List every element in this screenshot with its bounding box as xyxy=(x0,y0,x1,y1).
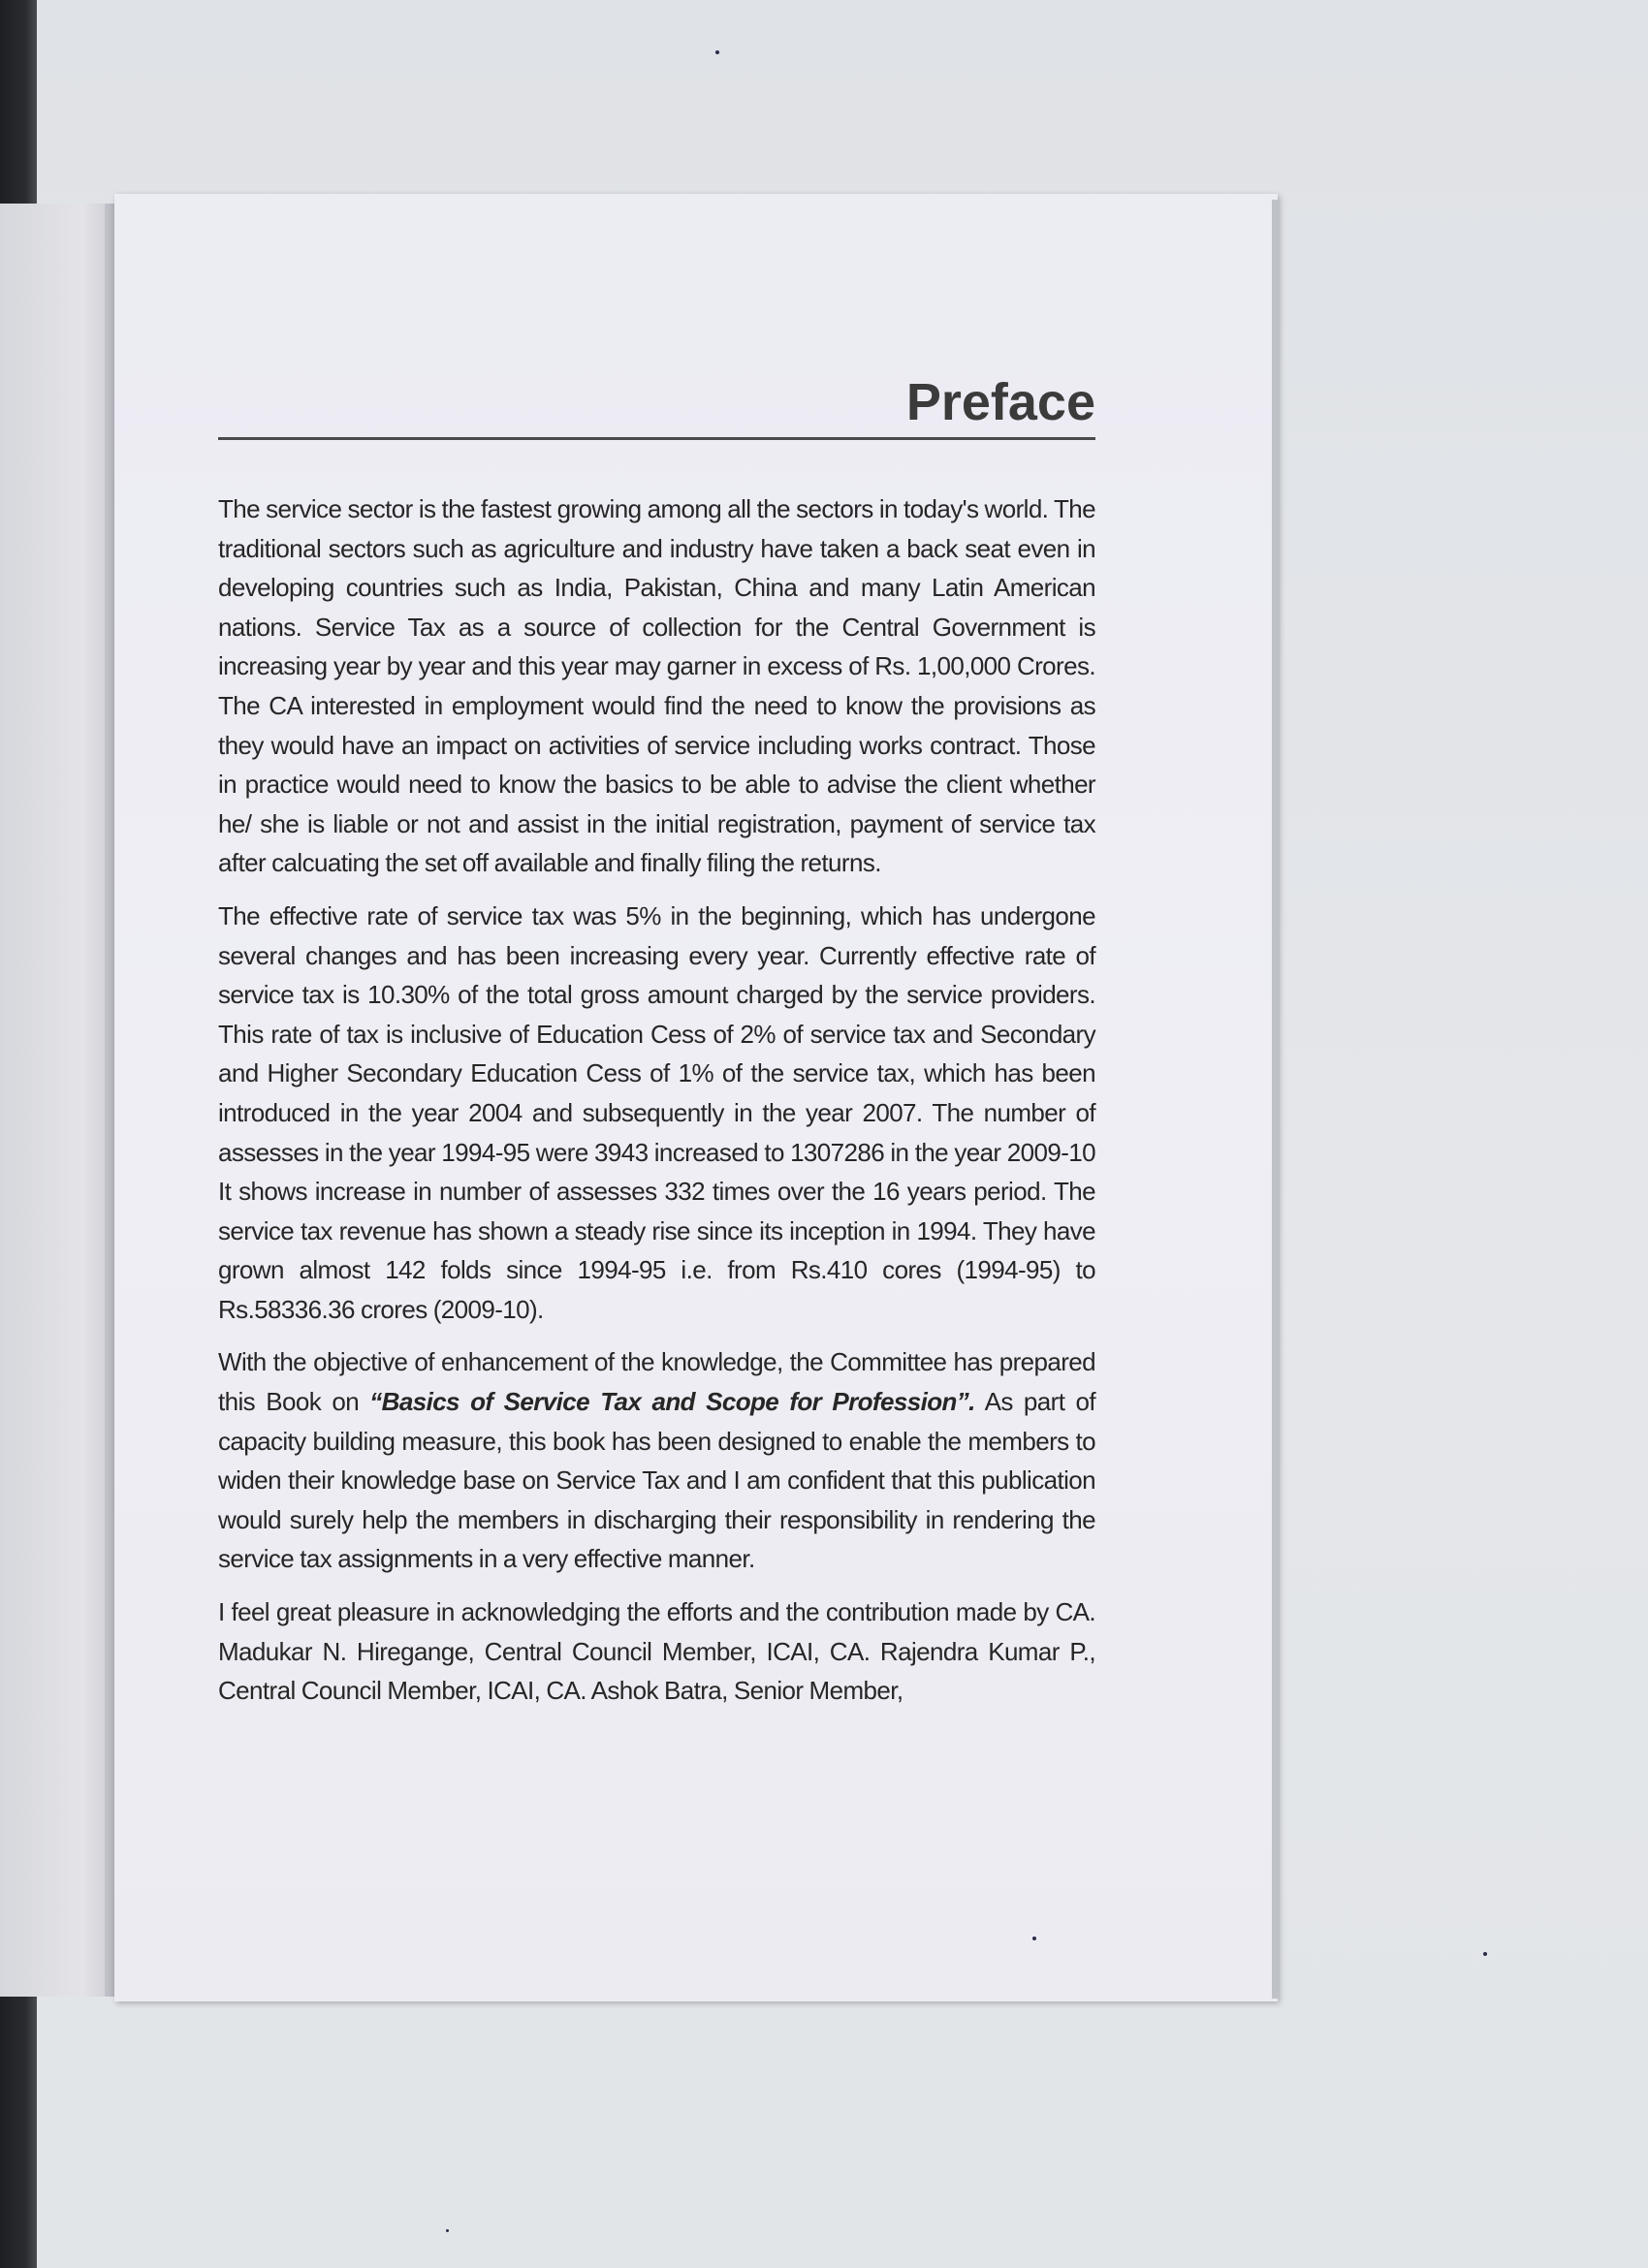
book-title-emphasis: “Basics of Service Tax and Scope for Profession”. xyxy=(369,1387,975,1417)
dust-speck xyxy=(715,50,719,54)
left-page-edge xyxy=(0,204,118,1997)
dust-speck xyxy=(1032,1937,1036,1940)
dust-speck xyxy=(1483,1952,1487,1956)
page-title: Preface xyxy=(905,373,1095,431)
page-heading xyxy=(218,373,1095,440)
preface-body xyxy=(218,489,1095,1724)
paragraph-3-rest: As part of capacity building measure, this book has been designed to enable the members to widen their knowledge base on Service Tax and I am confident that this publication would surely help the members in discharging their responsibility in rendering the service tax assignments in a very effective manner. xyxy=(218,1387,1096,1574)
dust-speck xyxy=(446,2229,449,2232)
paragraph-3-lead: With the objective of enhancement of the knowledge, the Committee has prepared this Book on xyxy=(218,1347,1095,1417)
paragraph-3 xyxy=(218,1342,1095,1579)
paragraph-4: I feel great pleasure in acknowledging the efforts and the contribution made by CA. Madukar N. Hiregange, Central Council Member, ICAI, CA. Rajendra Kumar P., Central Council Member, ICAI, CA. Ashok Batra, Senior Member, xyxy=(218,1597,1095,1706)
paragraph-1: The service sector is the fastest growing among all the sectors in today's world. The traditional sectors such as agriculture and industry have taken a back seat even in developing countries such as India, Pakistan, China and many Latin American nations. Service Tax as a source of collection for the Central Government is increasing year by year and this year may garner in excess of Rs. 1,00,000 Crores. The CA interested in employment would find the need to know the provisions as they would have an impact on activities of service including works contract. Those in practice would need to know the basics to be able to advise the client whether he/ she is liable or not and assist in the initial registration, payment of service tax after calcuating the set off available and finally filing the returns. xyxy=(218,494,1095,878)
page-right-edge xyxy=(1272,200,1280,1999)
paragraph-2: The effective rate of service tax was 5% in the beginning, which has undergone several changes and has been increasing every year. Currently effective rate of service tax is 10.30% of the total gross amount charged by the service providers. This rate of tax is inclusive of Education Cess of 2% of service tax and Secondary and Higher Secondary Education Cess of 1% of the service tax, which has been introduced in the year 2004 and subsequently in the year 2007. The number of assesses in the year 1994-95 were 3943 increased to 1307286 in the year 2009-10 It shows increase in number of assesses 332 times over the 16 years period. The service tax revenue has shown a steady rise since its inception in 1994. They have grown almost 142 folds since 1994-95 i.e. from Rs.410 cores (1994-95) to Rs.58336.36 crores (2009-10). xyxy=(218,900,1095,1324)
